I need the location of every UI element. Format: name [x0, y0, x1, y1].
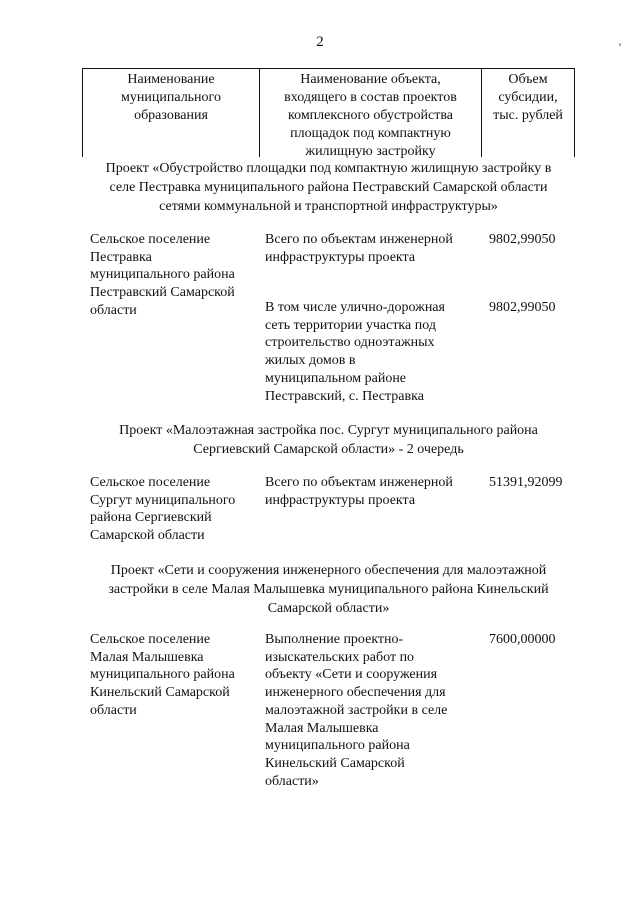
scan-speck: ' — [619, 40, 622, 54]
subsidy-amount: 7600,00000 — [489, 632, 556, 647]
header-object: Наименование объекта, входящего в состав проектов комплексного обустройства площадок под компактную жилищную застройку — [260, 69, 482, 157]
subsidy-amount: 51391,92099 — [489, 475, 563, 490]
page-number: 2 — [316, 34, 324, 50]
subsidy-amount: 9802,99050 — [489, 300, 556, 315]
project-title: Проект «Сети и сооружения инженерного обеспечения для малоэтажной застройки в селе Малая Малышевка муниципального района Кинельский Самарской области» — [108, 563, 549, 616]
municipality: Сельское поселение Пестравка муниципального района Пестравский Самарской области — [90, 232, 235, 318]
header-subsidy: Объем субсидии, тыс. рублей — [493, 72, 563, 123]
object-description: Выполнение проектно- изыскательских работ по объекту «Сети и сооружения инженерного обеспечения для малоэтажной застройки в селе Малая Малышевка муниципального района Кинельский Самарской области» — [265, 632, 448, 789]
municipality: Сельское поселение Сургут муниципального района Сергиевский Самарской области — [90, 475, 236, 544]
project-title: Проект «Обустройство площадки под компактную жилищную застройку в селе Пестравка муниципального района Пестравский Самарской области сетями коммунальной и транспортной инфраструктуры» — [105, 161, 552, 214]
project-title: Проект «Малоэтажная застройка пос. Сургут муниципального района Сергиевский Самарской области» - 2 очередь — [119, 423, 538, 457]
object-description: Всего по объектам инженерной инфраструктуры проекта — [265, 475, 453, 508]
header-municipality: Наименование муниципального образования — [83, 69, 260, 157]
subsidy-amount: 9802,99050 — [489, 232, 556, 247]
object-description: В том числе улично-дорожная сеть территории участка под строительство одноэтажных жилых домов в муниципальном районе Пестравский, с. Пестравка — [265, 300, 445, 404]
object-description: Всего по объектам инженерной инфраструктуры проекта — [265, 232, 453, 265]
table-header — [82, 68, 575, 157]
municipality: Сельское поселение Малая Малышевка муниципального района Кинельский Самарской области — [90, 632, 235, 718]
